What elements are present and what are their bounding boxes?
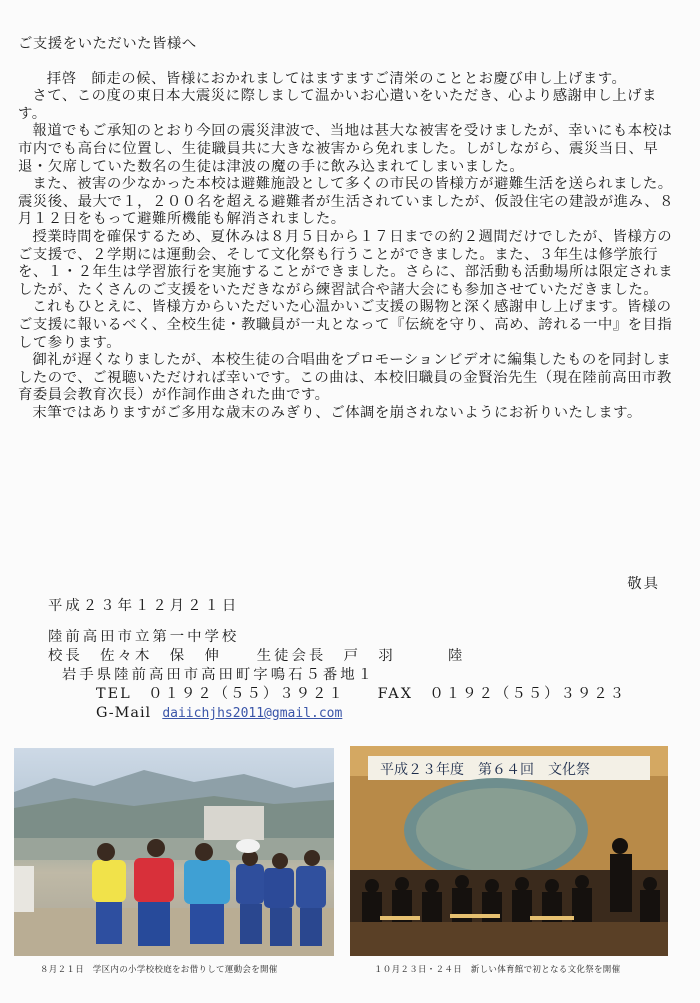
culture-festival-illustration [350,746,668,956]
culture-festival-photo [350,746,668,956]
contact-email [48,704,626,723]
gmail-label: G-Mail [96,705,152,721]
gmail-link[interactable]: daiichjhs2011@gmail.com [162,706,343,721]
left-photo-caption: ８月２１日 学区内の小学校校庭をお借りして運動会を開催 [40,965,278,975]
school-address: 岩手県陸前高田市高田町字鳴石５番地１ [62,667,376,683]
greeting: ご支援をいただいた皆様へ [18,36,197,52]
paragraph-7: 御礼が遅くなりましたが、本校生徒の合唱曲をプロモーションビデオに編集したものを同封しましたので、ご視聴いただければ幸いです。この曲は、本校旧職員の金賢治先生（現在陸前高田市教育委員会教育次長）が作詞作曲された曲です。 [18,352,672,404]
school-name: 陸前高田市立第一中学校 [48,629,240,645]
closing-remark: 敬具 [627,576,660,592]
fax-number: ０１９２（５５）３９２３ [429,686,627,702]
sender-block [48,628,626,723]
paragraph-3: 報道でもご承知のとおり今回の震災津波で、当地は甚大な被害を受けましたが、幸いにも本校は市内でも高台に位置し、生徒職員共に大きな被害から免れました。しがしながら、震災当日、早退・欠席していた数名の生徒は津波の魔の手に飲み込まれてしまいました。 [18,123,673,175]
paragraph-5: 授業時間を確保するため、夏休みは８月５日から１７日までの約２週間だけでしたが、皆様方のご支援で、２学期には運動会、そして文化祭も行うことができました。また、３年生は修学旅行を、１・２年生は学習旅行を実施することができました。さらに、部活動も活動場所は限定されましたが、たくさんのご支援をいただきながら練習試合や諸大会にも参加させていただきました。 [18,228,674,298]
paragraph-4: また、被害の少なかった本校は避難施設として多くの市民の皆様方が避難生活を送られました。震災後、最大で１，２００名を超える避難者が生活されていましたが、仮設住宅の建設が進み、８月１２日をもって避難所機能も解消されました。 [18,176,675,228]
paragraph-2: さて、この度の東日本大震災に際しまして温かいお心遣いをいただき、心より感謝申し上げます。 [18,88,657,122]
sports-day-illustration [14,748,334,956]
tel-number: ０１９２（５５）３９２１ [148,686,345,702]
paragraph-8: 末筆ではありますがご多用な歳末のみぎり、ご体調を崩されないようにお祈りいたします。 [32,404,642,421]
principal-line: 校長 佐々木 保 伸 生徒会長 戸 羽 陸 [48,648,466,664]
paragraph-6: これもひとえに、皆様方からいただいた心温かいご支援の賜物と深く感謝申し上げます。皆様のご支援に報いるべく、全校生徒・教職員が一丸となって『伝統を守り、高め、誇れる一中』を目指して参ります。 [18,299,673,351]
paragraph-1: 拝啓 師走の候、皆様におかれましてはますますご清栄のこととお慶び申し上げます。 [46,70,627,87]
tel-label: TEL [96,686,132,702]
stage-banner: 平成２３年度 第６４回 文化祭 [380,762,590,778]
contact-phone [48,685,626,704]
letter-date: 平成２３年１２月２１日 [48,598,240,614]
sports-day-photo [14,748,334,956]
right-photo-caption: １０月２３日・２４日 新しい体育館で初となる文化祭を開催 [374,965,621,975]
fax-label: FAX [377,686,413,702]
letter-body [18,36,682,422]
